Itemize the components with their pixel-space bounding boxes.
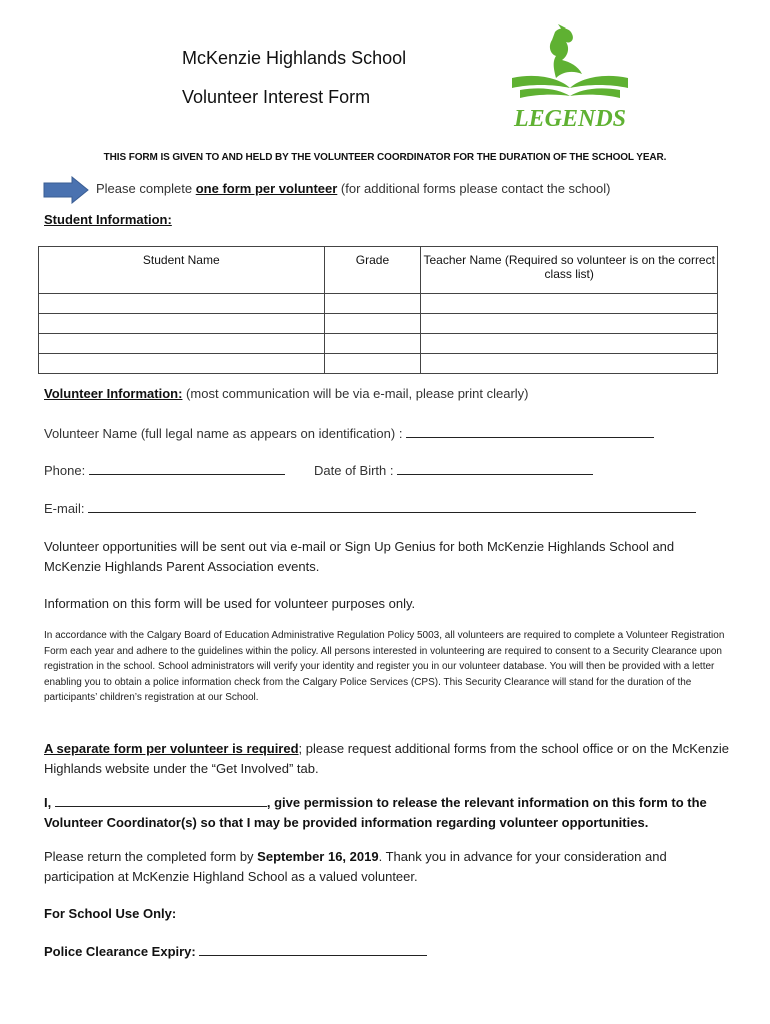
teacher-name-cell[interactable] bbox=[421, 314, 718, 334]
grade-cell[interactable] bbox=[324, 334, 421, 354]
opportunities-paragraph: Volunteer opportunities will be sent out via e-mail or Sign Up Genius for both McKenzie Highlands School and McKenzie Highlands Parent Association events. bbox=[44, 539, 675, 574]
grade-header: Grade bbox=[324, 247, 421, 294]
student-name-cell[interactable] bbox=[39, 294, 325, 314]
permission-paragraph: I, , give permission to release the relevant information on this form to the Volunteer Coordinator(s) so that I may be provided information regarding volunteer opportunities. bbox=[44, 795, 707, 830]
school-use-heading: For School Use Only: bbox=[44, 906, 177, 921]
phone-field[interactable] bbox=[89, 462, 285, 475]
grade-cell[interactable] bbox=[324, 314, 421, 334]
table-row bbox=[39, 334, 718, 354]
volunteer-name-field[interactable] bbox=[406, 425, 654, 438]
policy-paragraph: In accordance with the Calgary Board of Education Administrative Regulation Policy 5003, all volunteers are required to complete a Volunteer Registration Form each year and adhere to the guidelines within the policy. All persons interested in volunteering are required to consent to a Security Clearance upon registration in the school. School administrators will verify your identity and register you in our volunteer database. You will then be provided with a letter enabling you to obtain a police information check from the Calgary Police Services (CPS). This Security Clearance will stand for the duration of the participants’ children’s registration at our School. bbox=[44, 630, 725, 703]
return-date: September 16, 2019 bbox=[257, 849, 379, 864]
volunteer-info-heading: Volunteer Information: bbox=[44, 386, 183, 401]
dob-row: Date of Birth : bbox=[314, 462, 593, 478]
instruction-line: Please complete one form per volunteer (for additional forms please contact the school) bbox=[96, 181, 611, 196]
table-row bbox=[39, 294, 718, 314]
return-paragraph: Please return the completed form by September 16, 2019. Thank you in advance for your consideration and participation at McKenzie Highland School as a valued volunteer. bbox=[44, 849, 667, 884]
info-usage-paragraph: Information on this form will be used for volunteer purposes only. bbox=[44, 596, 416, 611]
teacher-name-cell[interactable] bbox=[421, 334, 718, 354]
teacher-name-cell[interactable] bbox=[421, 294, 718, 314]
volunteer-name-row: Volunteer Name (full legal name as appears on identification) : bbox=[44, 425, 654, 441]
teacher-name-cell[interactable] bbox=[421, 354, 718, 374]
form-title: Volunteer Interest Form bbox=[182, 87, 371, 107]
student-info-heading: Student Information: bbox=[44, 212, 172, 227]
email-field[interactable] bbox=[88, 500, 696, 513]
right-arrow-icon bbox=[42, 176, 90, 204]
student-name-header: Student Name bbox=[39, 247, 325, 294]
student-name-cell[interactable] bbox=[39, 334, 325, 354]
table-row bbox=[39, 354, 718, 374]
student-name-cell[interactable] bbox=[39, 354, 325, 374]
email-row: E-mail: bbox=[44, 500, 696, 516]
student-table bbox=[38, 246, 718, 374]
police-clearance-row: Police Clearance Expiry: bbox=[44, 942, 734, 962]
dob-field[interactable] bbox=[397, 462, 593, 475]
phone-row: Phone: bbox=[44, 462, 285, 478]
school-name: McKenzie Highlands School bbox=[182, 48, 407, 68]
table-row bbox=[39, 314, 718, 334]
police-clearance-field[interactable] bbox=[199, 943, 427, 956]
permission-name-field[interactable] bbox=[55, 794, 267, 807]
volunteer-info-line: Volunteer Information: (most communication will be via e-mail, please print clearly) bbox=[44, 386, 529, 401]
student-name-cell[interactable] bbox=[39, 314, 325, 334]
grade-cell[interactable] bbox=[324, 354, 421, 374]
teacher-name-header: Teacher Name (Required so volunteer is on the correct class list) bbox=[421, 247, 718, 294]
separate-form-paragraph: A separate form per volunteer is required; please request additional forms from the school office or on the McKenzie Highlands website under the “Get Involved” tab. bbox=[44, 741, 729, 776]
one-form-emphasis: one form per volunteer bbox=[195, 181, 338, 196]
logo-text: LEGENDS bbox=[513, 106, 627, 132]
legends-logo bbox=[500, 22, 640, 132]
grade-cell[interactable] bbox=[324, 294, 421, 314]
coordinator-notice: THIS FORM IS GIVEN TO AND HELD BY THE VOLUNTEER COORDINATOR FOR THE DURATION OF THE SCHOOL YEAR. bbox=[103, 152, 667, 163]
